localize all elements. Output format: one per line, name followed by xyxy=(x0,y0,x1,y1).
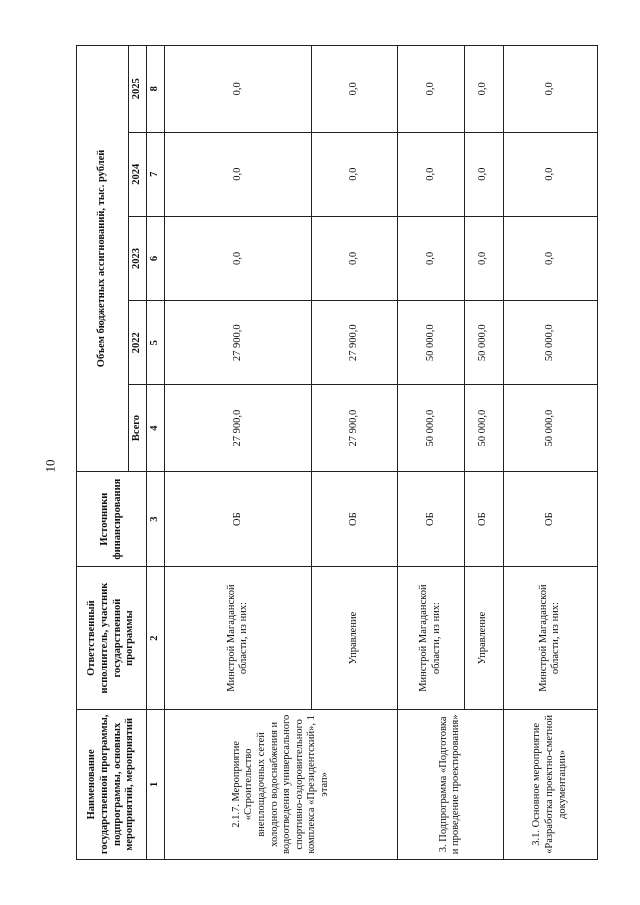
row-value: 0,0 xyxy=(503,46,597,133)
row-name: 2.1.7. Мероприятие «Строительство внеплощадочных сетей холодного водоснабжения и водоотведения универсального спортивно-оздоровительного комплекса «Президентский», 1 этап» xyxy=(165,709,398,859)
table-row xyxy=(165,46,312,860)
row-value: 0,0 xyxy=(165,216,312,300)
row-value: 50 000,0 xyxy=(398,301,465,385)
row-source: ОБ xyxy=(503,471,597,567)
row-value: 0,0 xyxy=(165,46,312,133)
row-value: 50 000,0 xyxy=(503,301,597,385)
column-number: 2 xyxy=(147,567,165,709)
row-executor: Минстрой Магаданской области, из них: xyxy=(165,567,312,709)
header-executor: Ответственный исполнитель, участник государственной программы xyxy=(77,567,147,709)
column-number: 4 xyxy=(147,385,165,472)
column-number: 8 xyxy=(147,46,165,133)
row-value: 0,0 xyxy=(312,132,398,216)
row-source: ОБ xyxy=(165,471,312,567)
header-year: 2023 xyxy=(129,216,147,300)
table-row xyxy=(398,46,465,860)
row-value: 50 000,0 xyxy=(464,385,503,472)
row-source: ОБ xyxy=(398,471,465,567)
header-budget: Объем бюджетных ассигнований, тыс. рублей xyxy=(77,46,129,472)
column-number: 1 xyxy=(147,709,165,859)
header-name: Наименование государственной программы, подпрограммы, основных мероприятий, мероприятий xyxy=(77,709,147,859)
budget-table xyxy=(76,45,598,860)
row-value: 27 900,0 xyxy=(312,385,398,472)
page-number: 10 xyxy=(42,459,58,473)
row-value: 0,0 xyxy=(398,216,465,300)
header-total: Всего xyxy=(129,385,147,472)
row-value: 27 900,0 xyxy=(312,301,398,385)
header-year: 2024 xyxy=(129,132,147,216)
row-executor: Минстрой Магаданской области, из них: xyxy=(503,567,597,709)
header-year: 2022 xyxy=(129,301,147,385)
column-number: 7 xyxy=(147,132,165,216)
row-executor: Управление xyxy=(464,567,503,709)
row-value: 0,0 xyxy=(398,132,465,216)
row-value: 27 900,0 xyxy=(165,385,312,472)
row-value: 0,0 xyxy=(464,216,503,300)
row-source: ОБ xyxy=(312,471,398,567)
row-value: 27 900,0 xyxy=(165,301,312,385)
header-year: 2025 xyxy=(129,46,147,133)
column-number: 5 xyxy=(147,301,165,385)
row-name: 3. Подпрограмма «Подготовка и проведение проектирования» xyxy=(398,709,503,859)
row-value: 0,0 xyxy=(398,46,465,133)
row-value: 0,0 xyxy=(165,132,312,216)
row-value: 0,0 xyxy=(312,46,398,133)
row-executor: Управление xyxy=(312,567,398,709)
row-name: 3.1. Основное мероприятие «Разработка проектно-сметной документации» xyxy=(503,709,597,859)
table-row xyxy=(503,46,597,860)
header-source: Источники финансирования xyxy=(77,471,147,567)
row-value: 50 000,0 xyxy=(464,301,503,385)
row-value: 0,0 xyxy=(312,216,398,300)
row-value: 0,0 xyxy=(503,132,597,216)
rotated-table-wrapper xyxy=(76,45,598,860)
row-executor: Минстрой Магаданской области, из них: xyxy=(398,567,465,709)
row-value: 0,0 xyxy=(464,132,503,216)
row-value: 0,0 xyxy=(464,46,503,133)
column-number: 3 xyxy=(147,471,165,567)
row-value: 50 000,0 xyxy=(503,385,597,472)
row-source: ОБ xyxy=(464,471,503,567)
row-value: 0,0 xyxy=(503,216,597,300)
row-value: 50 000,0 xyxy=(398,385,465,472)
column-number: 6 xyxy=(147,216,165,300)
